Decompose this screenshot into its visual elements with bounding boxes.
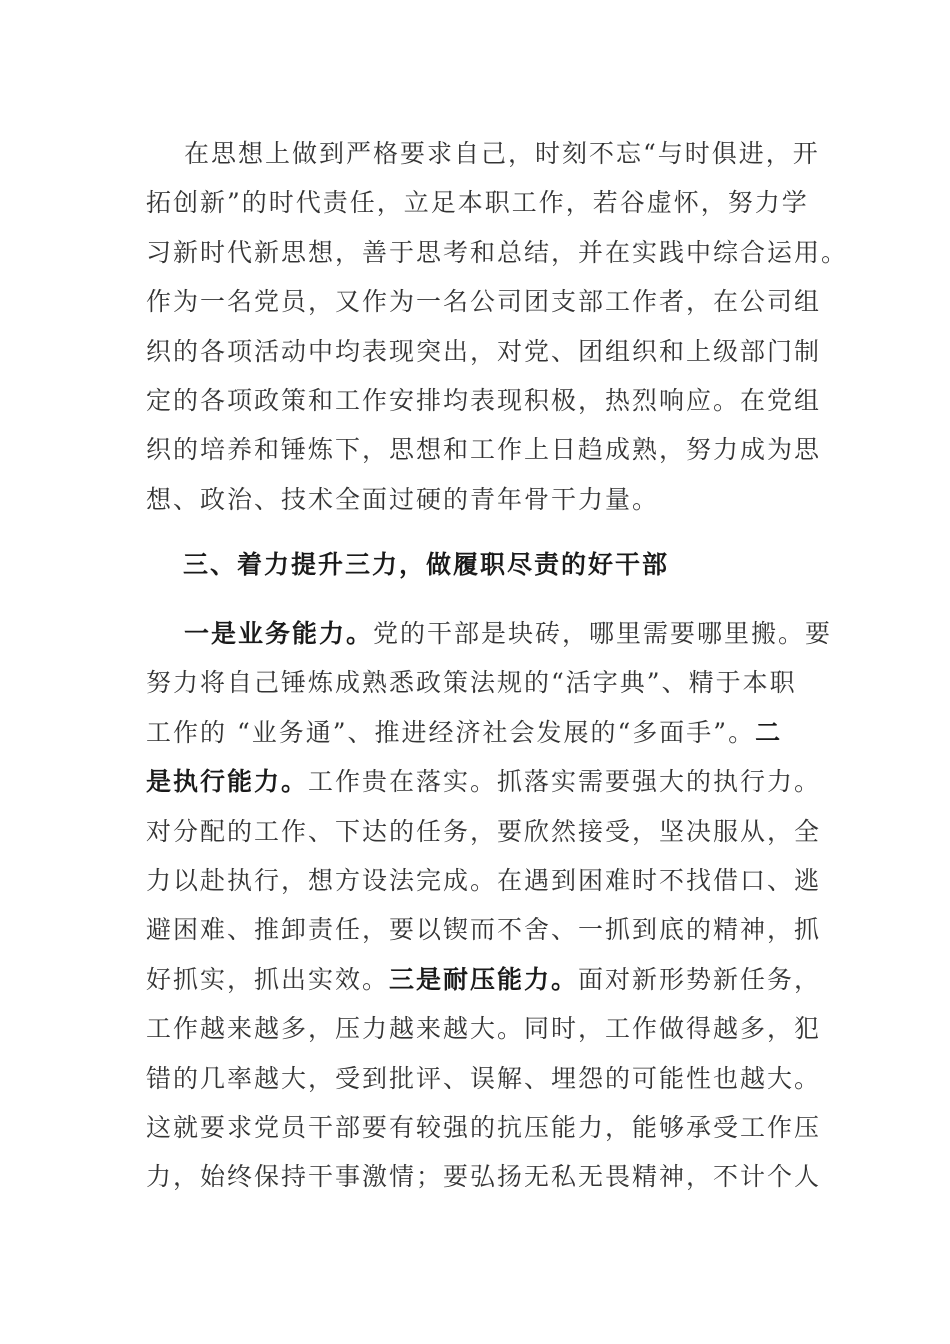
paragraph-line: 在思想上做到严格要求自己，时刻不忘“与时俱进，开: [184, 139, 820, 168]
paragraph-line: [146, 708, 802, 757]
paragraph-line: 织的各项活动中均表现突出，对党、团组织和上级部门制: [146, 336, 822, 366]
line-text: 好抓实，抓出实效。: [146, 964, 390, 994]
bold-lead-business: 一是业务能力。: [184, 619, 374, 648]
paragraph-line: 力以赴执行，想方设法完成。在遇到困难时不找借口、逃: [146, 865, 822, 895]
paragraph-line: 这就要求党员干部要有较强的抗压能力，能够承受工作压: [146, 1112, 822, 1142]
line-text: 工作贵在落实。抓落实需要强大的执行力。: [308, 767, 822, 797]
paragraph-line: 拓创新”的时代责任，立足本职工作，若谷虚怀，努力学: [146, 188, 809, 218]
paragraph-line: 作为一名党员，又作为一名公司团支部工作者，在公司组: [146, 287, 822, 317]
line-text: 面对新形势新任务，: [578, 964, 822, 994]
paragraph-line: 工作越来越多，压力越来越大。同时，工作做得越多，犯: [146, 1014, 822, 1044]
bold-lead-execution: 是执行能力。: [146, 767, 309, 797]
line-text: 工作的 “业务通”、推进经济社会发展的“多面手”。: [146, 717, 756, 747]
paragraph-thought: [146, 129, 849, 524]
paragraph-line: 错的几率越大，受到批评、误解、埋怨的可能性也越大。: [146, 1063, 822, 1093]
paragraph-line: 努力将自己锤炼成熟悉政策法规的“活字典”、精于本职: [146, 668, 797, 698]
paragraph-line: 力，始终保持干事激情；要弘扬无私无畏精神，不计个人: [146, 1162, 822, 1192]
section-heading: 三、着力提升三力，做履职尽责的好干部: [183, 550, 670, 579]
bold-lead-execution-start: 二: [755, 717, 783, 747]
paragraph-three-abilities: [146, 609, 833, 1202]
paragraph-line: 织的培养和锤炼下，思想和工作上日趋成熟，努力成为思: [146, 435, 822, 465]
paragraph-line: 定的各项政策和工作安排均表现积极，热烈响应。在党组: [146, 385, 822, 415]
paragraph-line: [146, 609, 833, 658]
paragraph-line: 对分配的工作、下达的任务，要欣然接受，坚决服从，全: [146, 816, 822, 846]
paragraph-line: [146, 757, 822, 806]
bold-lead-pressure: 三是耐压能力。: [389, 964, 579, 994]
paragraph-line: [146, 955, 822, 1004]
paragraph-line: 想、政治、技术全面过硬的青年骨干力量。: [146, 484, 660, 514]
line-text: 党的干部是块砖，哪里需要哪里搬。要: [373, 619, 833, 648]
paragraph-line: 避困难、推卸责任，要以锲而不舍、一抓到底的精神，抓: [146, 915, 822, 945]
paragraph-line: 习新时代新思想，善于思考和总结，并在实践中综合运用。: [146, 237, 849, 267]
